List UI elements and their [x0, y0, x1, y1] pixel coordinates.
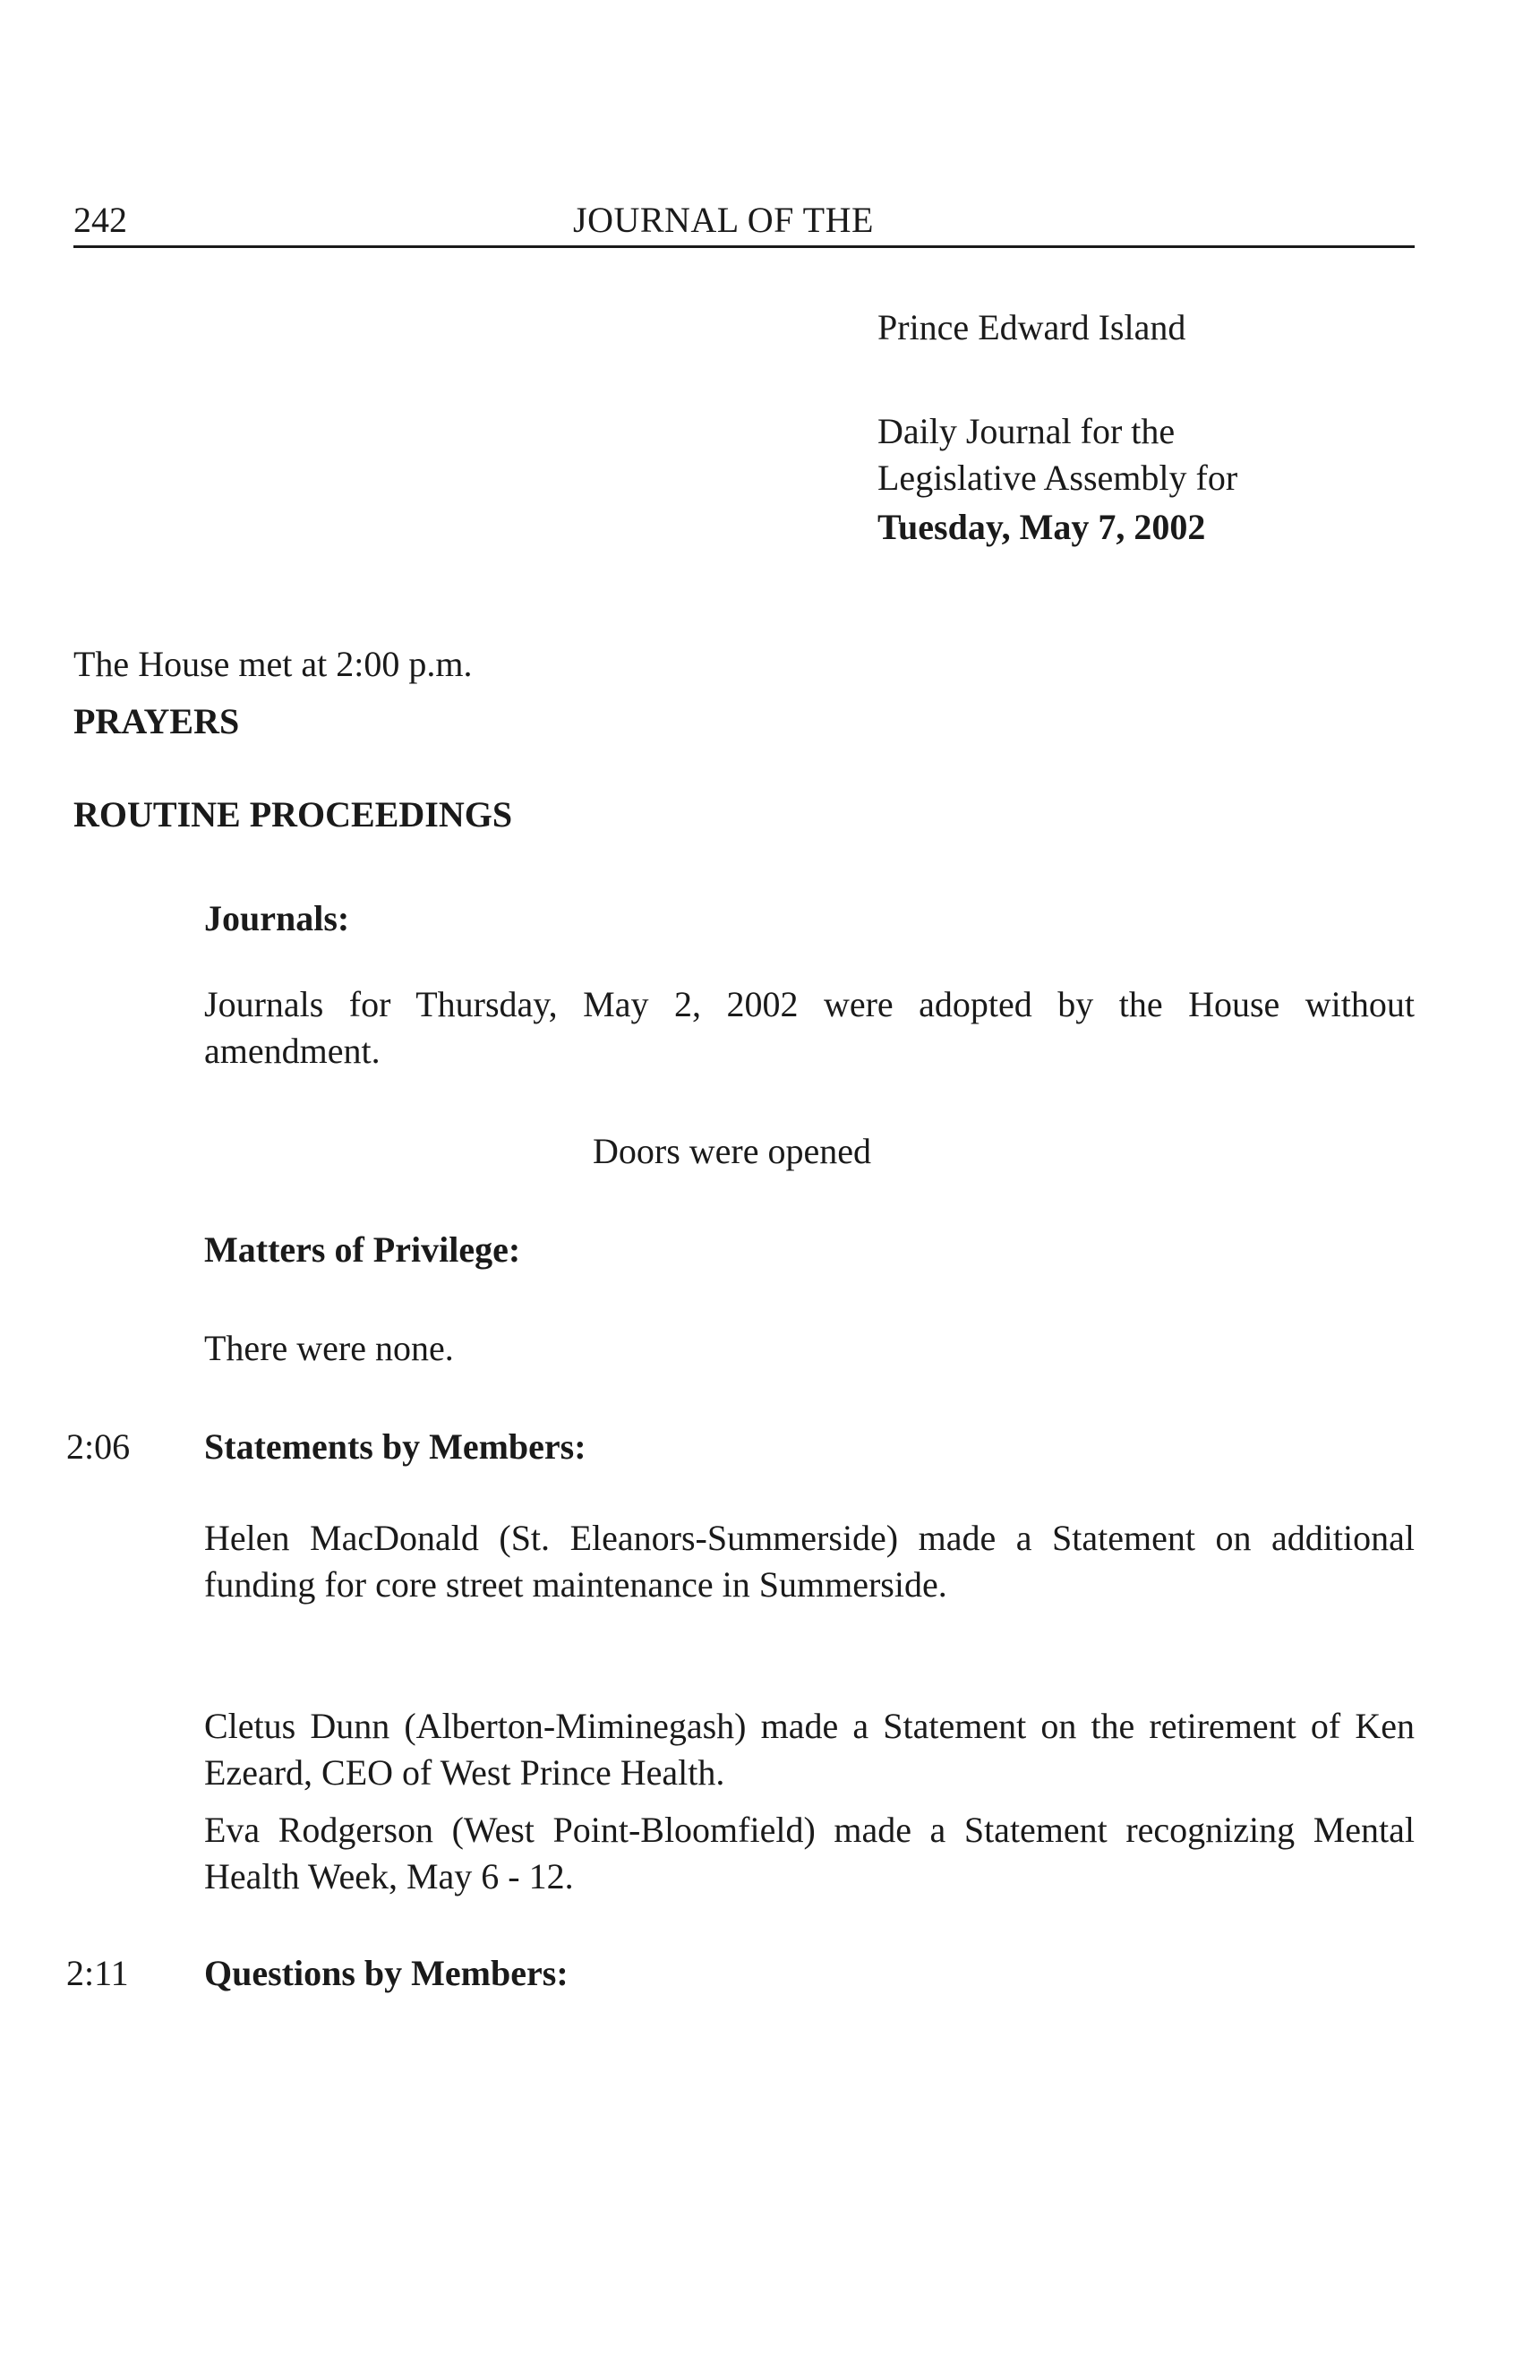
statement-paragraph: Cletus Dunn (Alberton-Miminegash) made a Statement on the retirement of Ken Ezeard, CEO of West Prince Health. [204, 1706, 1415, 1793]
prayers-heading: PRAYERS [73, 701, 240, 741]
page-number: 242 [73, 200, 127, 240]
journals-heading: Journals: [204, 898, 350, 938]
header-rule [73, 245, 1415, 248]
statement-paragraph: Helen MacDonald (St. Eleanors-Summerside) made a Statement on additional funding for core street maintenance in Summerside. [204, 1518, 1415, 1605]
province-name: Prince Edward Island [877, 307, 1186, 347]
statement-paragraph: Eva Rodgerson (West Point-Bloomfield) made a Statement recognizing Mental Health Week, May 6 - 12. [204, 1810, 1415, 1896]
journal-title-line-2: Legislative Assembly for [877, 458, 1238, 498]
sitting-date: Tuesday, May 7, 2002 [877, 507, 1206, 547]
routine-proceedings-heading: ROUTINE PROCEEDINGS [73, 794, 513, 835]
questions-heading: Questions by Members: [204, 1953, 569, 1993]
statements-heading: Statements by Members: [204, 1426, 586, 1467]
journals-paragraph: Journals for Thursday, May 2, 2002 were adopted by the House without amendment. [204, 984, 1415, 1071]
privilege-heading: Matters of Privilege: [204, 1229, 521, 1270]
running-header-title: JOURNAL OF THE [573, 200, 874, 240]
statements-time: 2:06 [66, 1426, 131, 1467]
questions-time: 2:11 [66, 1953, 129, 1993]
doors-opened-note: Doors were opened [593, 1131, 871, 1171]
journal-title-line-1: Daily Journal for the [877, 411, 1176, 451]
house-met-line: The House met at 2:00 p.m. [73, 644, 473, 684]
privilege-paragraph: There were none. [204, 1328, 454, 1368]
